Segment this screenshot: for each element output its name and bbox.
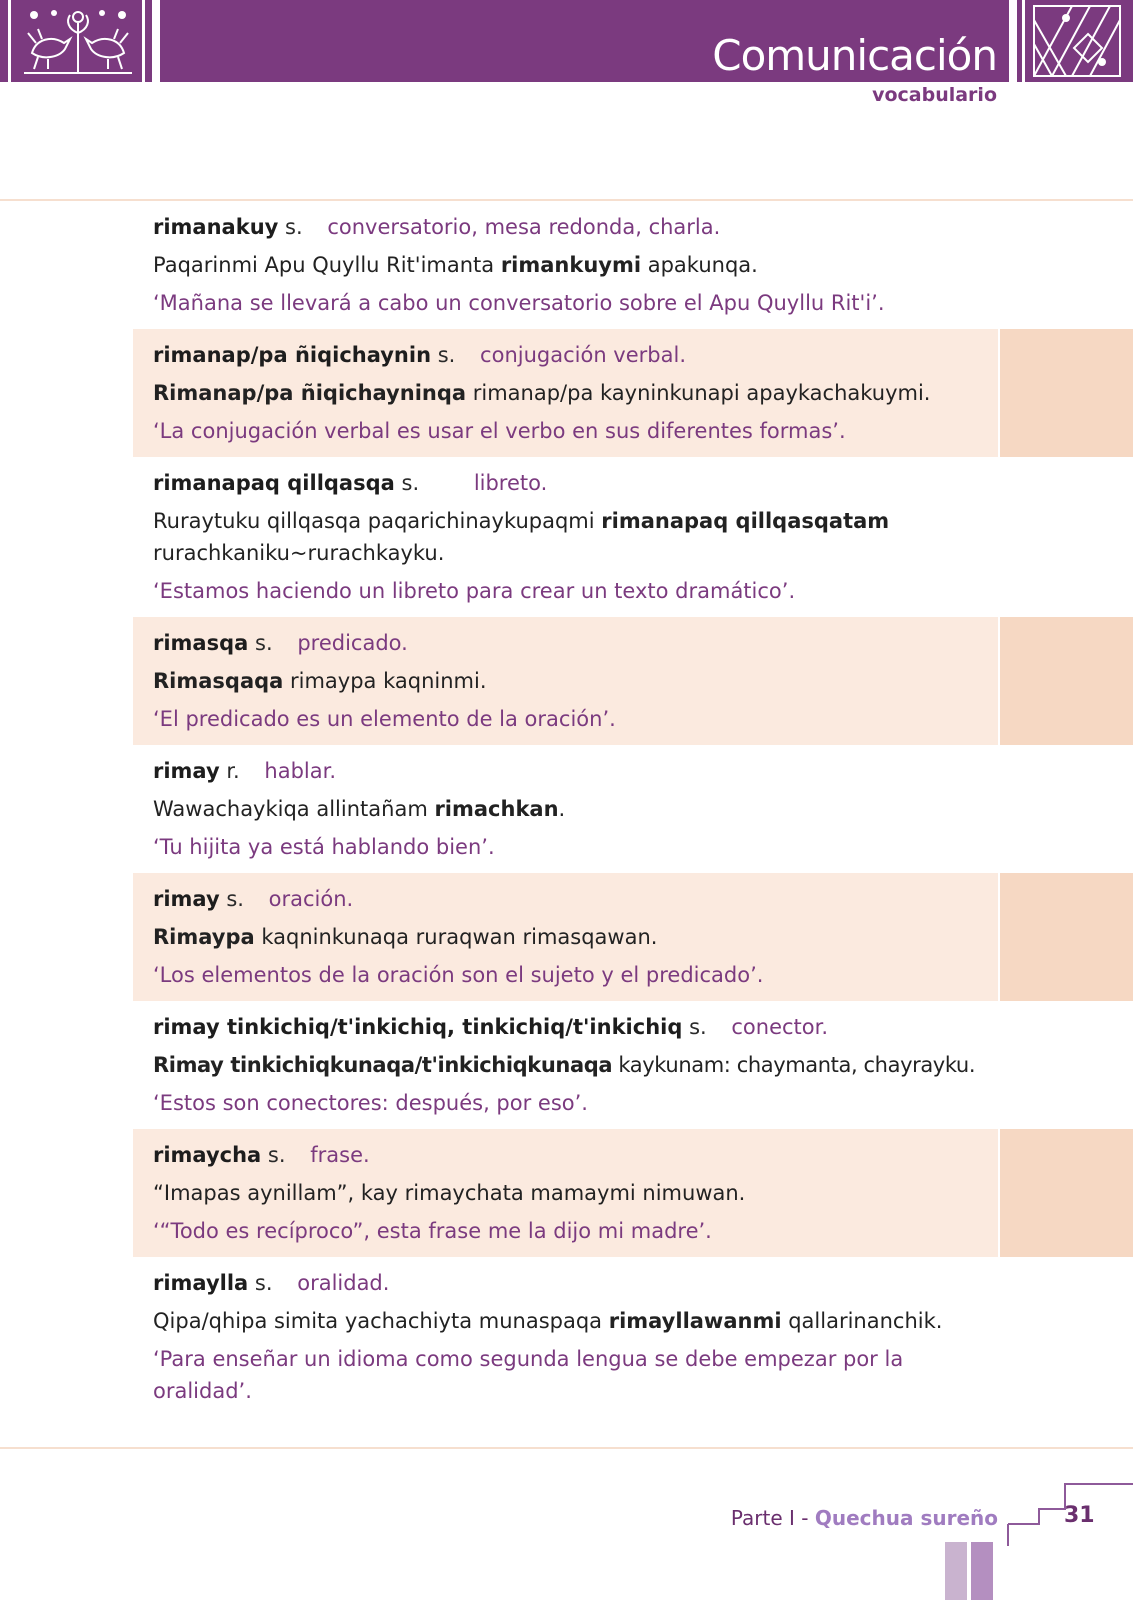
example-text: kaqninkunaqa ruraqwan rimasqawan. <box>254 925 658 949</box>
vocabulary-entry <box>0 1129 1133 1257</box>
entry-part-of-speech: s. <box>401 471 420 495</box>
footer-steps-ornament-icon <box>913 1468 1133 1600</box>
example-text: rurachkaniku~rurachkayku. <box>153 541 445 565</box>
page-title: Comunicación <box>712 31 997 80</box>
entry-headword-line <box>153 467 983 499</box>
entry-gloss: frase. <box>310 1143 370 1167</box>
example-text: kaykunam: chaymanta, chayrayku. <box>612 1053 976 1077</box>
entry-example <box>153 1177 983 1209</box>
example-keyword: Rimanap/pa ñiqichayninqa <box>153 381 467 405</box>
header-left-ornament <box>0 0 152 82</box>
example-text: apakunqa. <box>641 253 758 277</box>
entry-gloss: predicado. <box>297 631 408 655</box>
vocabulary-entry <box>0 329 1133 457</box>
entry-part-of-speech: s. <box>226 887 244 911</box>
entry-headword-line <box>153 627 983 659</box>
vocabulary-entry <box>0 873 1133 1001</box>
entry-gloss: oración. <box>268 887 354 911</box>
entry-term: rimanakuy <box>153 215 279 239</box>
geometric-pattern-icon <box>1032 4 1122 78</box>
entry-example <box>153 665 983 697</box>
example-text: “Imapas aynillam”, kay rimaychata mamaymi nimuwan. <box>153 1181 746 1205</box>
entry-gloss: conector. <box>731 1015 829 1039</box>
vocabulary-entry <box>0 745 1133 873</box>
example-text: . <box>558 797 566 821</box>
entry-gloss: oralidad. <box>297 1271 390 1295</box>
entry-headword-line <box>153 1139 983 1171</box>
vocabulary-entry <box>0 1001 1133 1129</box>
example-text: Wawachaykiqa allintañam <box>153 797 435 821</box>
birds-tree-ornament-icon <box>18 3 138 79</box>
example-keyword: rimayllawanmi <box>608 1309 782 1333</box>
example-text: qallarinanchik. <box>781 1309 943 1333</box>
example-keyword: Rimay tinkichiqkunaqa/t'inkichiqkunaqa <box>153 1053 613 1077</box>
entry-example <box>153 921 983 953</box>
entry-term: rimay <box>153 887 220 911</box>
entry-term: rimanapaq qillqasqa <box>153 471 395 495</box>
entry-part-of-speech: s. <box>689 1015 707 1039</box>
entry-part-of-speech: s. <box>255 631 273 655</box>
bottom-divider <box>0 1447 1133 1449</box>
entry-side-tab <box>1000 329 1133 457</box>
entry-example <box>153 505 983 569</box>
entry-translation: ‘Para enseñar un idioma como segunda lengua se debe empezar por la oralidad’. <box>153 1347 904 1403</box>
page-subtitle: vocabulario <box>872 84 997 106</box>
entry-part-of-speech: s. <box>285 215 303 239</box>
entry-translation: ‘El predicado es un elemento de la oración’. <box>153 707 616 731</box>
vocabulary-entry <box>0 1257 1133 1417</box>
example-text: Paqarinmi Apu Quyllu Rit'imanta <box>153 253 501 277</box>
example-text: Qipa/qhipa simita yachachiyta munaspaqa <box>153 1309 609 1333</box>
example-text: Ruraytuku qillqasqa paqarichinaykupaqmi <box>153 509 602 533</box>
vocabulary-list <box>0 201 1133 1417</box>
entry-headword-line <box>153 339 983 371</box>
entry-example <box>153 1049 1013 1081</box>
footer-part: Parte I - <box>730 1506 815 1530</box>
entry-term: rimasqa <box>153 631 249 655</box>
entry-example <box>153 1305 983 1337</box>
vocabulary-entry <box>0 201 1133 329</box>
entry-gloss: libreto. <box>473 471 548 495</box>
entry-example <box>153 249 983 281</box>
entry-headword-line <box>153 883 983 915</box>
header-right-ornament <box>1014 0 1133 82</box>
entry-side-tab <box>1000 1129 1133 1257</box>
entry-side-tab <box>1000 617 1133 745</box>
entry-gloss: hablar. <box>264 759 337 783</box>
example-keyword: rimanapaq qillqasqatam <box>601 509 890 533</box>
example-text: rimaypa kaqninmi. <box>283 669 487 693</box>
example-text: rimanap/pa kayninkunapi apaykachakuymi. <box>466 381 931 405</box>
example-keyword: Rimasqaqa <box>153 669 284 693</box>
example-keyword: Rimaypa <box>153 925 255 949</box>
entry-term: rimanap/pa ñiqichaynin <box>153 343 432 367</box>
entry-term: rimay tinkichiq/t'inkichiq, tinkichiq/t'inkichiq <box>153 1015 683 1039</box>
example-keyword: rimankuymi <box>500 253 642 277</box>
entry-translation: ‘Estamos haciendo un libreto para crear un texto dramático’. <box>153 579 796 603</box>
entry-translation: ‘Los elementos de la oración son el sujeto y el predicado’. <box>153 963 764 987</box>
entry-example <box>153 377 983 409</box>
footer-section: Quechua sureño <box>814 1506 998 1530</box>
entry-example <box>153 793 983 825</box>
entry-part-of-speech: s. <box>254 1271 273 1295</box>
entry-headword-line <box>153 1011 1013 1043</box>
entry-side-tab <box>1000 873 1133 1001</box>
vocabulary-entry <box>0 457 1133 617</box>
entry-translation: ‘La conjugación verbal es usar el verbo en sus diferentes formas’. <box>153 419 846 443</box>
example-keyword: rimachkan <box>434 797 559 821</box>
entry-translation: ‘Mañana se llevará a cabo un conversatorio sobre el Apu Quyllu Rit'i’. <box>153 291 885 315</box>
entry-translation: ‘“Todo es recíproco”, esta frase me la dijo mi madre’. <box>153 1219 712 1243</box>
entry-gloss: conjugación verbal. <box>480 343 686 367</box>
entry-translation: ‘Tu hijita ya está hablando bien’. <box>153 835 495 859</box>
entry-term: rimaylla <box>153 1271 249 1295</box>
entry-headword-line <box>153 211 983 243</box>
entry-part-of-speech: s. <box>437 343 456 367</box>
entry-part-of-speech: r. <box>226 759 240 783</box>
entry-headword-line <box>153 755 983 787</box>
entry-translation: ‘Estos son conectores: después, por eso’. <box>153 1091 588 1115</box>
page-number: 31 <box>1064 1503 1095 1528</box>
footer-section-label <box>731 1506 998 1530</box>
vocabulary-entry <box>0 617 1133 745</box>
entry-part-of-speech: s. <box>267 1143 286 1167</box>
entry-headword-line <box>153 1267 983 1299</box>
entry-gloss: conversatorio, mesa redonda, charla. <box>327 215 721 239</box>
entry-term: rimaycha <box>153 1143 262 1167</box>
entry-term: rimay <box>153 759 220 783</box>
